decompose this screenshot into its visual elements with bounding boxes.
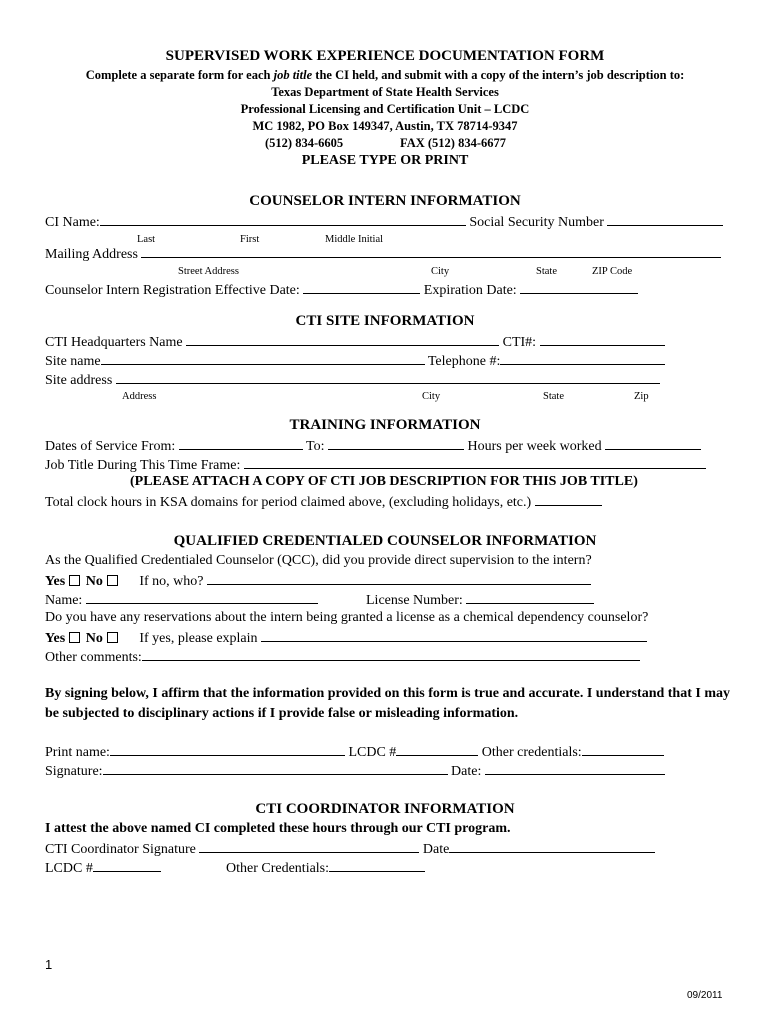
attach-job-description-note: (PLEASE ATTACH A COPY OF CTI JOB DESCRIPTION FOR THIS JOB TITLE) [130,474,638,489]
coordinator-attestation: I attest the above named CI completed these hours through our CTI program. [45,821,511,836]
ci-name-label: CI Name: [45,215,100,230]
coordinator-lcdc-field[interactable] [93,859,161,872]
signature-label: Signature: [45,764,103,779]
registration-date-field[interactable] [303,281,420,294]
site-section-heading: CTI SITE INFORMATION [295,313,475,329]
dates-from-field[interactable] [179,437,303,450]
mailing-address-label: Mailing Address [45,247,138,262]
dates-from-label: Dates of Service From: [45,439,176,454]
hours-per-week-label: Hours per week worked [467,439,602,454]
service-dates-row [45,437,701,455]
if-no-who-field[interactable] [207,572,591,585]
page-number: 1 [45,957,53,972]
other-comments-label: Other comments: [45,650,142,665]
ci-name-row [45,213,723,231]
cti-hq-row [45,333,665,351]
reservations-question: Do you have any reservations about the intern being granted a license as a chemical dependency counselor? [45,610,649,625]
other-comments-field[interactable] [142,648,640,661]
coordinator-lcdc-row [45,859,161,877]
coordinator-signature-field[interactable] [199,840,419,853]
no-label-2: No [85,631,103,646]
sublabel-last: Last [137,234,156,245]
intern-section-heading: COUNSELOR INTERN INFORMATION [249,193,521,209]
instructions-text: Complete a separate form for each [85,68,274,82]
cti-hq-field[interactable] [186,333,499,346]
submission-instructions [0,67,770,83]
revision-date: 09/2011 [687,990,723,1001]
sublabel-middle-initial: Middle Initial [325,234,384,245]
site-name-field[interactable] [101,352,425,365]
site-name-label: Site name [45,354,101,369]
qcc-supervision-question: As the Qualified Credentialed Counselor (QCC), did you provide direct supervision to the intern? [45,553,592,568]
other-credentials-label: Other credentials: [481,745,582,760]
dates-to-label: To: [306,439,325,454]
clock-hours-field[interactable] [535,493,602,506]
signature-field[interactable] [103,762,448,775]
no-checkbox-2[interactable] [107,632,118,643]
qcc-name-label: Name: [45,593,83,608]
coordinator-date-field[interactable] [449,840,655,853]
hours-per-week-field[interactable] [605,437,701,450]
lcdc-number-field[interactable] [396,743,478,756]
coordinator-credentials-field[interactable] [329,859,425,872]
yes-label: Yes [45,574,66,589]
expiration-date-label: Expiration Date: [423,283,517,298]
sublabel-site-address: Address [122,391,157,402]
site-name-row [45,352,665,370]
print-name-row [45,743,664,761]
expiration-date-field[interactable] [520,281,638,294]
yes-label-2: Yes [45,631,66,646]
sublabel-site-city: City [422,391,441,402]
agency-fax: FAX (512) 834-6677 [400,136,506,150]
agency-name: Texas Department of State Health Services [271,85,499,99]
coordinator-credentials-label: Other Credentials: [226,861,330,876]
sublabel-zip: ZIP Code [592,266,633,277]
training-section-heading: TRAINING INFORMATION [289,417,481,433]
if-yes-explain-field[interactable] [261,629,647,642]
ssn-label: Social Security Number [469,215,604,230]
dates-to-field[interactable] [328,437,464,450]
sublabel-street-address: Street Address [178,266,239,277]
site-address-row [45,371,660,389]
sublabel-state: State [536,266,557,277]
qcc-section-heading: QUALIFIED CREDENTIALED COUNSELOR INFORMATION [173,533,597,549]
cti-hq-label: CTI Headquarters Name [45,335,183,350]
ci-name-field[interactable] [100,213,466,226]
job-title-emphasis: job title [273,68,313,82]
mailing-address-field[interactable] [141,245,721,258]
qcc-name-field[interactable] [86,591,318,604]
job-title-row [45,456,706,474]
coordinator-credentials-row [226,859,425,877]
lcdc-number-label: LCDC # [348,745,397,760]
sublabel-first: First [240,234,260,245]
signature-date-label: Date: [451,764,482,779]
license-number-row [366,591,594,609]
signature-row [45,762,665,780]
if-no-who-label: If no, who? [139,574,204,589]
coordinator-lcdc-label: LCDC # [45,861,93,876]
print-name-field[interactable] [110,743,345,756]
yes-checkbox[interactable] [69,575,80,586]
site-address-label: Site address [45,373,113,388]
print-name-label: Print name: [45,745,110,760]
mailing-address-row [45,245,721,263]
coordinator-date-label: Date [422,842,450,857]
no-label: No [85,574,103,589]
registration-dates-row [45,281,638,299]
telephone-field[interactable] [500,352,665,365]
job-title-field[interactable] [244,456,706,469]
signature-date-field[interactable] [485,762,665,775]
coordinator-signature-label: CTI Coordinator Signature [45,842,196,857]
reservations-answer-row [45,629,647,647]
coordinator-section-heading: CTI COORDINATOR INFORMATION [255,801,515,817]
job-title-label: Job Title During This Time Frame: [45,458,241,473]
sublabel-city: City [431,266,450,277]
ssn-field[interactable] [607,213,723,226]
type-or-print-instruction: PLEASE TYPE OR PRINT [301,153,469,168]
form-title: SUPERVISED WORK EXPERIENCE DOCUMENTATION FORM [165,48,605,64]
cti-number-label: CTI#: [502,335,537,350]
agency-phone: (512) 834-6605 [265,136,344,150]
telephone-label: Telephone #: [427,354,501,369]
yes-checkbox-2[interactable] [69,632,80,643]
other-comments-row [45,648,640,666]
sublabel-site-zip: Zip [634,391,649,402]
sublabel-site-state: State [543,391,564,402]
clock-hours-row [45,493,602,511]
license-number-field[interactable] [466,591,594,604]
instructions-text-end: the CI held, and submit with a copy of the intern’s job description to: [312,68,685,82]
affirmation-line-2: be subjected to disciplinary actions if I provide false or misleading information. [45,706,519,721]
registration-date-label: Counselor Intern Registration Effective Date: [45,283,300,298]
supervision-answer-row [45,572,591,590]
affirmation-line-1: By signing below, I affirm that the information provided on this form is true and accurate. I understand that I may [45,686,730,701]
no-checkbox[interactable] [107,575,118,586]
if-yes-explain-label: If yes, please explain [139,631,258,646]
agency-unit: Professional Licensing and Certification Unit – LCDC [240,102,530,116]
clock-hours-label: Total clock hours in KSA domains for period claimed above, (excluding holidays, etc.) [45,495,532,510]
other-credentials-field[interactable] [582,743,664,756]
coordinator-signature-row [45,840,655,858]
agency-address: MC 1982, PO Box 149347, Austin, TX 78714-9347 [252,119,518,133]
site-address-field[interactable] [116,371,660,384]
qcc-name-row [45,591,318,609]
license-number-label: License Number: [366,593,463,608]
cti-number-field[interactable] [540,333,665,346]
